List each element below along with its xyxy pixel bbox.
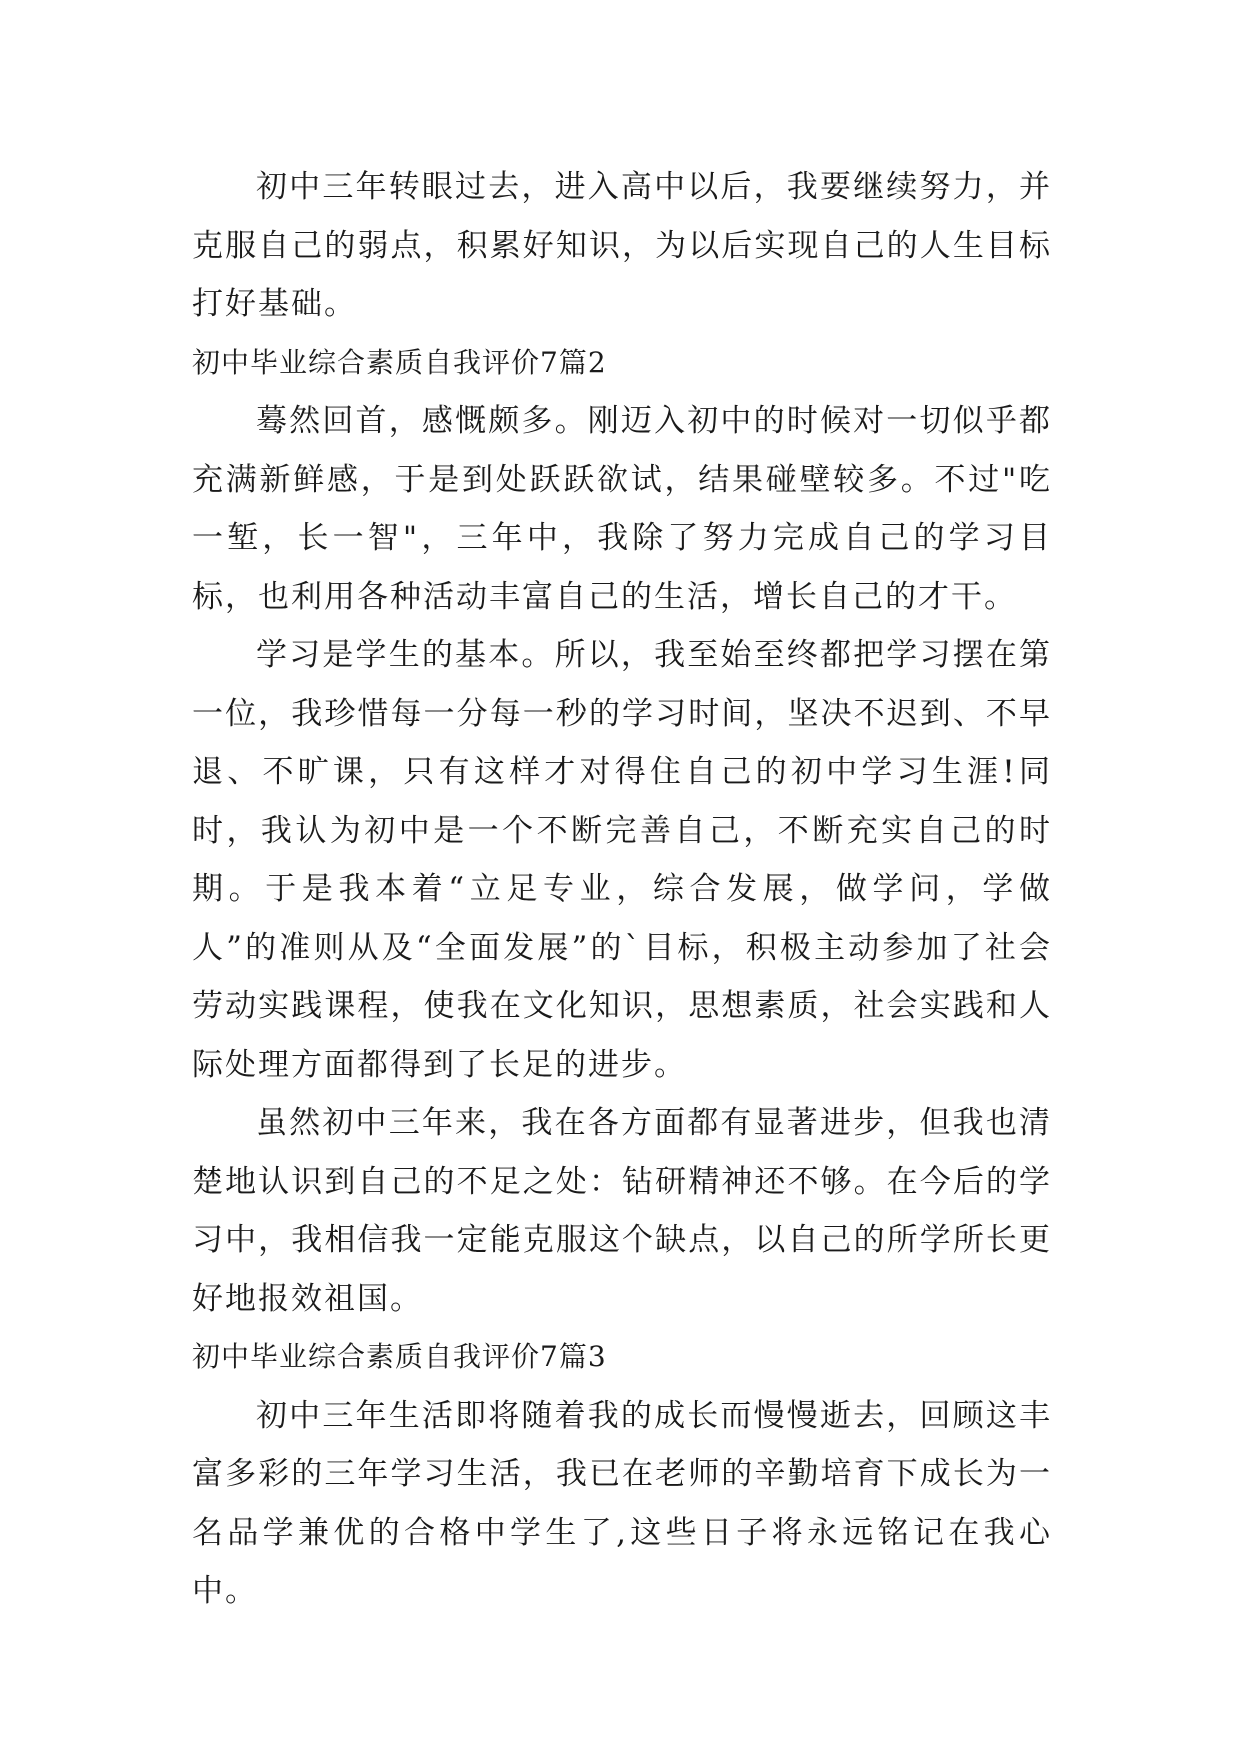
paragraph: 学习是学生的基本。所以，我至始至终都把学习摆在第一位，我珍惜每一分每一秒的学习时间，坚决不迟到、不早退、不旷课，只有这样才对得住自己的初中学习生涯!同时，我认为初中是一个不断完善自己，不断充实自己的时期。于是我本着“立足专业，综合发展，做学问，学做人”的准则从及“全面发展”的`目标，积极主动参加了社会劳动实践课程，使我在文化知识，思想素质，社会实践和人际处理方面都得到了长足的进步。 xyxy=(192,637,1052,1083)
paragraph: 初中三年转眼过去，进入高中以后，我要继续努力，并克服自己的弱点，积累好知识，为以后实现自己的人生目标打好基础。 xyxy=(192,169,1052,322)
paragraph: 初中三年生活即将随着我的成长而慢慢逝去，回顾这丰富多彩的三年学习生活，我已在老师的辛勤培育下成长为一名品学兼优的合格中学生了,这些日子将永远铭记在我心中。 xyxy=(192,1397,1052,1609)
paragraph: 虽然初中三年来，我在各方面都有显著进步，但我也清楚地认识到自己的不足之处：钻研精神还不够。在今后的学习中，我相信我一定能克服这个缺点，以自己的所学所长更好地报效祖国。 xyxy=(192,1105,1052,1317)
section-heading: 初中毕业综合素质自我评价7篇3 xyxy=(192,1340,607,1373)
document-page xyxy=(192,158,1052,1621)
section-heading: 初中毕业综合素质自我评价7篇2 xyxy=(192,345,607,379)
paragraph: 蓦然回首，感慨颇多。刚迈入初中的时候对一切似乎都充满新鲜感，于是到处跃跃欲试，结果碰壁较多。不过"吃一堑，长一智"，三年中，我除了努力完成自己的学习目标，也利用各种活动丰富自己的生活，增长自己的才干。 xyxy=(192,403,1052,615)
